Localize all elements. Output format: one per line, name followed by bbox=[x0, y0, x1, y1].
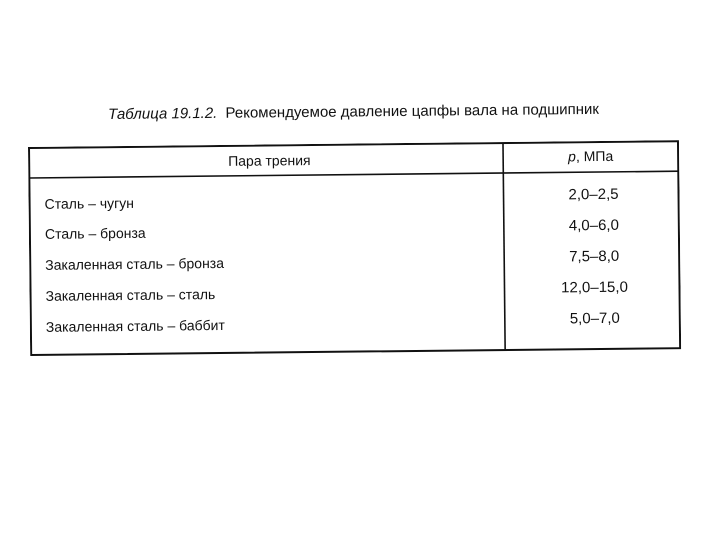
row-label-hardened-steel-babbitt: Закаленная сталь – баббит bbox=[45, 316, 225, 335]
row-value-hardened-steel-bronze: 7,5–8,0 bbox=[569, 247, 620, 266]
pressure-table bbox=[28, 140, 681, 357]
pressure-values-column bbox=[503, 140, 681, 352]
row-value-steel-bronze: 4,0–6,0 bbox=[568, 216, 619, 235]
table-caption bbox=[108, 100, 668, 123]
row-value-steel-cast-iron: 2,0–2,5 bbox=[568, 185, 619, 204]
header-friction-pair: Пара трения bbox=[228, 152, 311, 169]
row-value-hardened-steel-babbitt: 5,0–7,0 bbox=[569, 309, 620, 328]
pressure-symbol: p bbox=[568, 148, 577, 165]
row-value-hardened-steel-steel: 12,0–15,0 bbox=[561, 278, 628, 297]
table-number: Таблица 19.1.2. bbox=[108, 104, 218, 123]
row-label-steel-cast-iron: Сталь – чугун bbox=[44, 194, 134, 212]
table-title: Рекомендуемое давление цапфы вала на подшипник bbox=[225, 100, 600, 122]
row-label-steel-bronze: Сталь – бронза bbox=[44, 224, 146, 242]
row-label-hardened-steel-bronze: Закаленная сталь – бронза bbox=[45, 254, 225, 273]
pressure-unit: , МПа bbox=[575, 147, 614, 165]
row-label-hardened-steel-steel: Закаленная сталь – сталь bbox=[45, 286, 216, 304]
